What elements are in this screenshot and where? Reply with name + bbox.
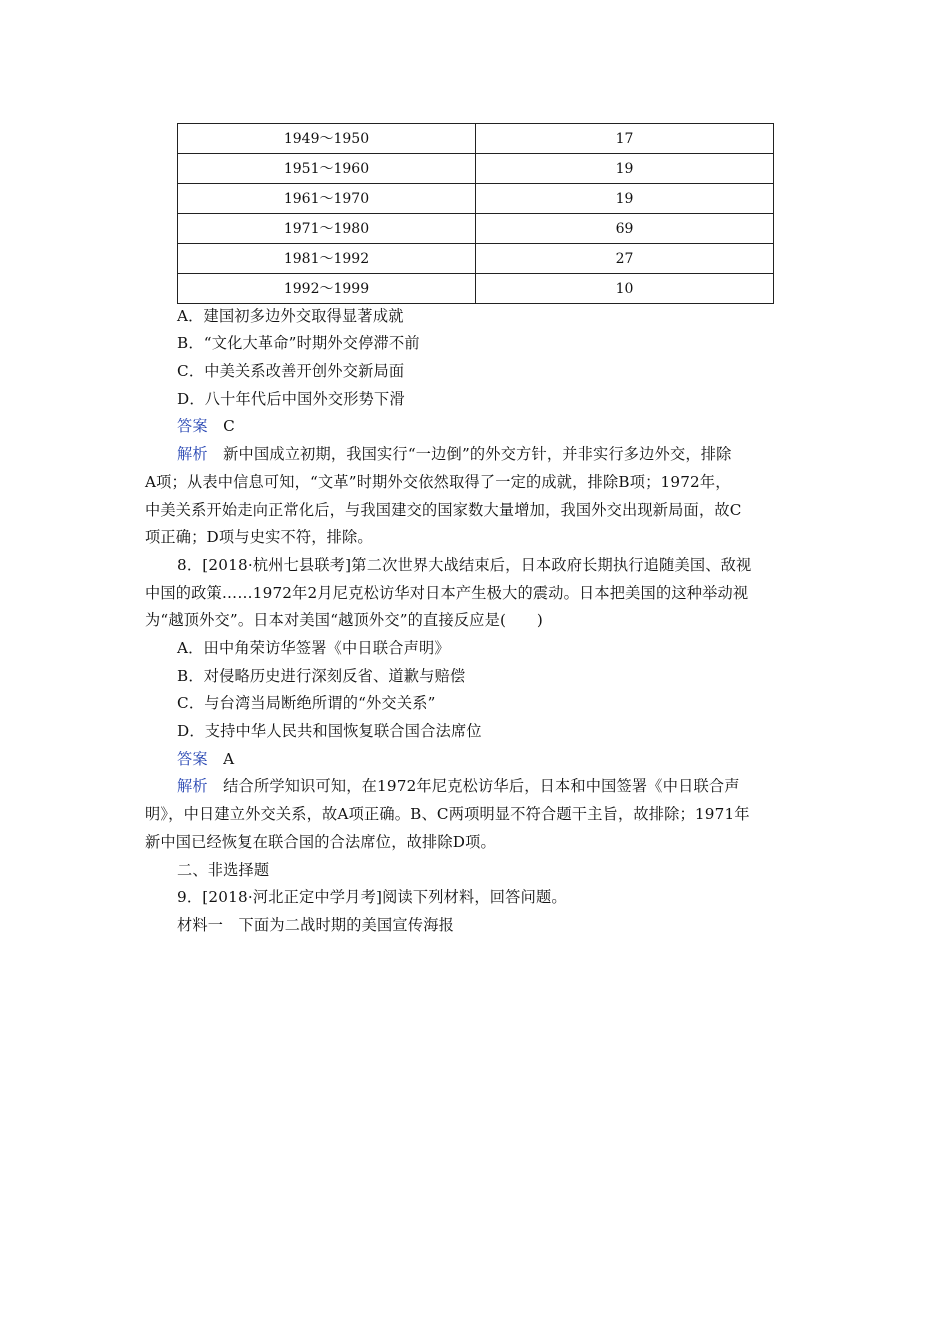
q8-stem-line: 8．[2018·杭州七县联考]第二次世界大战结束后，日本政府长期执行追随美国、敌视 xyxy=(177,556,752,574)
table-cell-count: 19 xyxy=(476,184,774,214)
analysis-text: 新中国成立初期，我国实行“一边倒”的外交方针，并非实行多边外交，排除 xyxy=(223,445,732,463)
table-row xyxy=(178,124,774,154)
diplomacy-table xyxy=(177,123,774,304)
q8-analysis-line: 明》，中日建立外交关系，故A项正确。B、C两项明显不符合题干主旨，故排除；1971年 xyxy=(145,805,750,823)
q8-option-b: B．对侵略历史进行深刻反省、道歉与赔偿 xyxy=(177,667,466,685)
q8-option-c: C．与台湾当局断绝所谓的“外交关系” xyxy=(177,694,436,712)
table-row xyxy=(178,274,774,304)
q8-analysis-line xyxy=(177,776,842,796)
table-cell-period: 1971～1980 xyxy=(178,214,476,244)
q7-option-b: B．“文化大革命”时期外交停滞不前 xyxy=(177,334,420,352)
table-row xyxy=(178,214,774,244)
table-cell-period: 1949～1950 xyxy=(178,124,476,154)
q7-analysis-line xyxy=(177,444,842,464)
table-cell-period: 1981～1992 xyxy=(178,244,476,274)
table-cell-count: 10 xyxy=(476,274,774,304)
q8-option-a: A．田中角荣访华签署《中日联合声明》 xyxy=(177,639,450,657)
table-row xyxy=(178,154,774,184)
analysis-text: 结合所学知识可知，在1972年尼克松访华后，日本和中国签署《中日联合声 xyxy=(223,777,740,795)
table-cell-period: 1992～1999 xyxy=(178,274,476,304)
table-cell-count: 17 xyxy=(476,124,774,154)
table-cell-period: 1951～1960 xyxy=(178,154,476,184)
q8-option-d: D．支持中华人民共和国恢复联合国合法席位 xyxy=(177,722,482,740)
table-cell-count: 69 xyxy=(476,214,774,244)
analysis-label: 解析 xyxy=(177,445,208,463)
answer-value: A xyxy=(223,750,235,768)
q7-option-c: C．中美关系改善开创外交新局面 xyxy=(177,362,405,380)
q8-analysis-line: 新中国已经恢复在联合国的合法席位，故排除D项。 xyxy=(145,833,496,851)
answer-label: 答案 xyxy=(177,750,208,768)
q7-option-a: A．建国初多边外交取得显著成就 xyxy=(177,307,404,325)
q7-analysis-line: 中美关系开始走向正常化后，与我国建交的国家数大量增加，我国外交出现新局面，故C xyxy=(145,501,742,519)
section-title: 二、非选择题 xyxy=(177,861,270,879)
q9-stem: 9．[2018·河北正定中学月考]阅读下列材料，回答问题。 xyxy=(177,888,567,906)
answer-label: 答案 xyxy=(177,417,208,435)
table-cell-count: 19 xyxy=(476,154,774,184)
q7-analysis-line: A项；从表中信息可知，“文革”时期外交依然取得了一定的成就，排除B项；1972年， xyxy=(145,473,731,491)
answer-value: C xyxy=(223,417,235,435)
q7-answer xyxy=(177,416,842,436)
table-row xyxy=(178,184,774,214)
q8-stem-line: 为“越顶外交”。日本对美国“越顶外交”的直接反应是( ) xyxy=(145,611,544,629)
q7-analysis-line: 项正确；D项与史实不符，排除。 xyxy=(145,528,373,546)
table-row xyxy=(178,244,774,274)
q9-material-title: 材料一 下面为二战时期的美国宣传海报 xyxy=(177,916,454,934)
q8-stem-line: 中国的政策……1972年2月尼克松访华对日本产生极大的震动。日本把美国的这种举动视 xyxy=(145,584,749,602)
table-cell-period: 1961～1970 xyxy=(178,184,476,214)
analysis-label: 解析 xyxy=(177,777,208,795)
q8-answer xyxy=(177,749,842,769)
q7-option-d: D．八十年代后中国外交形势下滑 xyxy=(177,390,405,408)
table-cell-count: 27 xyxy=(476,244,774,274)
